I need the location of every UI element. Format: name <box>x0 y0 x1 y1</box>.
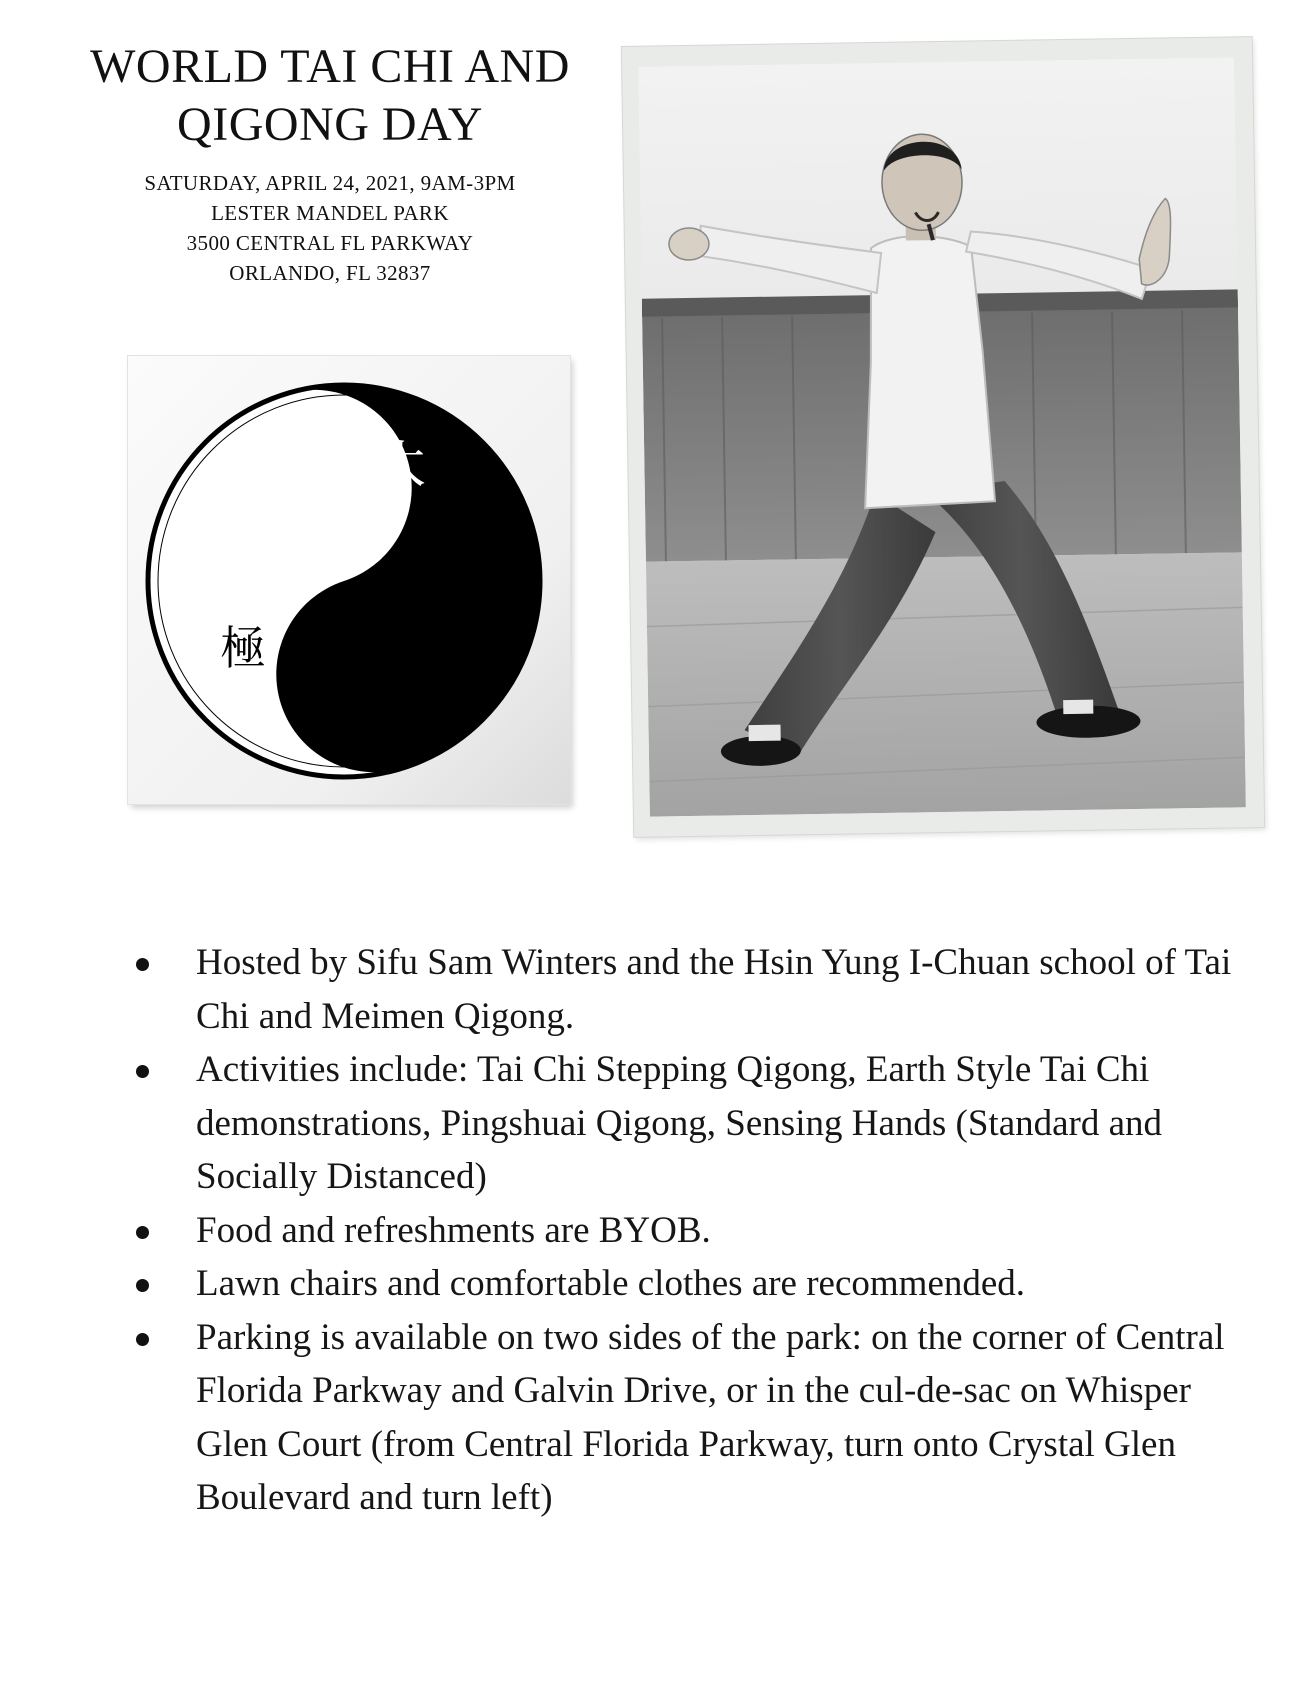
event-title <box>30 38 630 154</box>
tai-chi-figure-illustration <box>638 57 1246 816</box>
event-info-list <box>130 936 1250 1525</box>
list-item: Hosted by Sifu Sam Winters and the Hsin Yung I-Chuan school of Tai Chi and Meimen Qigong. <box>130 936 1250 1043</box>
list-item: Food and refreshments are BYOB. <box>130 1204 1250 1258</box>
title-line-2: QIGONG DAY <box>177 98 483 151</box>
event-city: ORLANDO, FL 32837 <box>229 261 431 285</box>
yin-yang-logo <box>128 356 570 804</box>
bullet-icon <box>136 958 149 971</box>
event-date-time: SATURDAY, APRIL 24, 2021, 9AM-3PM <box>144 171 516 195</box>
bullet-icon <box>136 1226 149 1239</box>
event-details <box>30 168 630 288</box>
list-item: Parking is available on two sides of the park: on the corner of Central Florida Parkway and Galvin Drive, or in the cul-de-sac on Whisper Glen Court (from Central Florida Parkway, turn onto Crystal Glen Boulevard and turn left) <box>130 1311 1250 1525</box>
yin-yang-icon <box>128 356 570 804</box>
tai-chi-master-photo <box>622 37 1264 837</box>
logo-char-bottom: 極 <box>220 621 266 675</box>
title-line-1: WORLD TAI CHI AND <box>90 40 570 93</box>
event-street: 3500 CENTRAL FL PARKWAY <box>186 231 474 255</box>
bullet-icon <box>136 1065 149 1078</box>
list-item: Lawn chairs and comfortable clothes are recommended. <box>130 1257 1250 1311</box>
bullet-icon <box>136 1333 149 1346</box>
logo-char-top: 太 <box>376 436 426 494</box>
bullet-icon <box>136 1279 149 1292</box>
list-item: Activities include: Tai Chi Stepping Qigong, Earth Style Tai Chi demonstrations, Pingshuai Qigong, Sensing Hands (Standard and Socially Distanced) <box>130 1043 1250 1204</box>
event-venue: LESTER MANDEL PARK <box>211 201 449 225</box>
event-header <box>30 38 630 288</box>
